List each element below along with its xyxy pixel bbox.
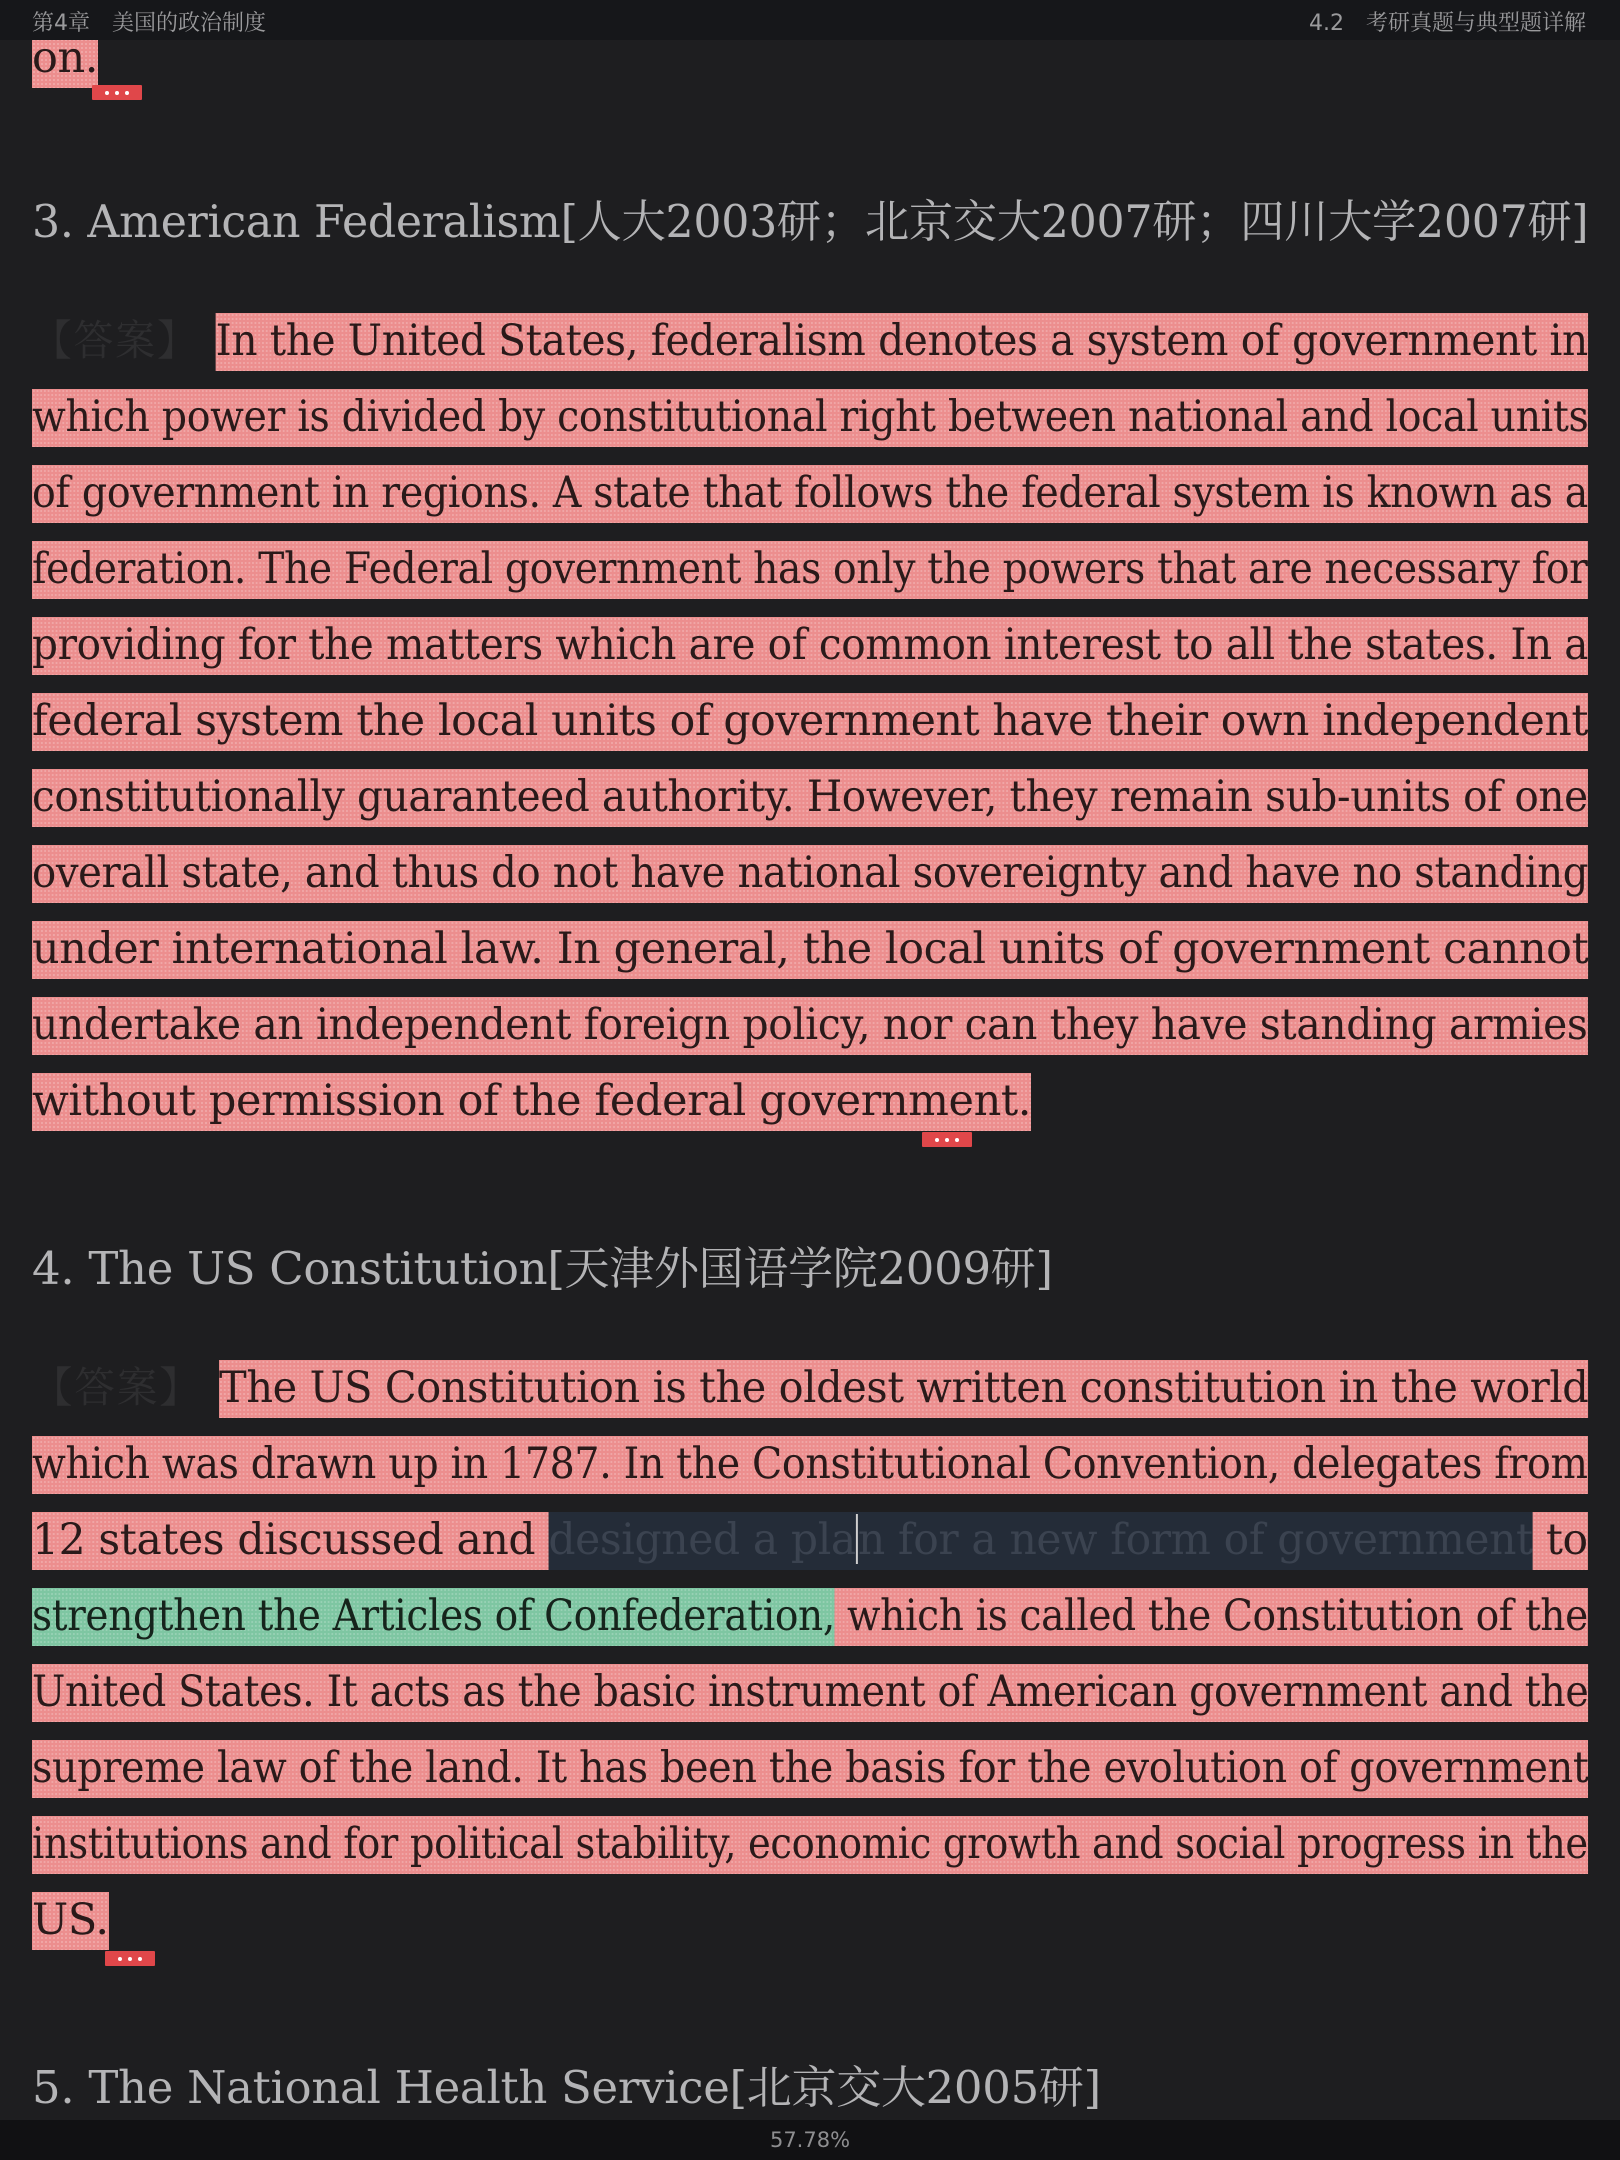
reading-progress [0,2120,1620,2160]
question-title: 5. The National Health Service[北京交大2005研] [32,2061,1101,2114]
text-line[interactable] [32,1358,1588,1418]
highlight-red[interactable]: without permission of the federal government. [32,1073,1031,1131]
text-line[interactable] [32,1814,1588,1874]
selected-text: designed a pla [548,1515,856,1565]
text-line[interactable] [32,919,1588,979]
highlight-green[interactable]: strengthen the Articles of Confederation, [32,1588,835,1646]
highlight-red[interactable]: constitutionally guaranteed authority. However, they remain sub-units of one [32,769,1588,827]
text-line[interactable] [32,767,1588,827]
note-more-icon[interactable] [922,1132,972,1147]
text-line[interactable] [32,40,98,88]
text-line[interactable] [32,387,1588,447]
highlight-red[interactable]: on. [32,40,98,88]
text-selection[interactable] [548,1512,1532,1570]
highlight-red[interactable]: of government in regions. A state that follows the federal system is known as a [32,465,1588,523]
highlight-red[interactable]: supreme law of the land. It has been the basis for the evolution of government [32,1740,1588,1798]
section-title: 4.2 考研真题与典型题详解 [1309,11,1586,36]
highlight-red[interactable]: to [1533,1512,1588,1570]
answer-tag: 【答案】 [32,316,199,365]
chapter-title: 第4章 美国的政治制度 [32,11,266,36]
text-line[interactable] [32,311,1588,371]
text-line[interactable] [32,1510,1588,1570]
text-line[interactable] [32,1071,1031,1131]
highlight-red[interactable]: which was drawn up in 1787. In the Constitutional Convention, delegates from [32,1436,1588,1494]
highlight-red[interactable]: overall state, and thus do not have national sovereignty and have no standing [32,845,1588,903]
text-line[interactable] [32,1738,1588,1798]
highlight-red[interactable]: institutions and for political stability, economic growth and social progress in the [32,1816,1588,1874]
text-line[interactable] [32,1586,1588,1646]
question-title: 3. American Federalism[人大2003研；北京交大2007研；四川大学2007研] [32,195,1589,248]
highlight-red[interactable]: which is called the Constitution of the [835,1588,1588,1646]
highlight-red[interactable]: which power is divided by constitutional right between national and local units [32,389,1588,447]
text-line[interactable] [32,691,1588,751]
question-title: 4. The US Constitution[天津外国语学院2009研] [32,1242,1053,1295]
note-more-icon[interactable] [105,1951,155,1966]
highlight-red[interactable]: federation. The Federal government has only the powers that are necessary for [32,541,1588,599]
highlight-red[interactable]: providing for the matters which are of common interest to all the states. In a [32,617,1588,675]
text-line[interactable] [32,995,1588,1055]
text-line[interactable] [32,463,1588,523]
highlight-red[interactable]: In the United States, federalism denotes a system of government in [216,313,1588,371]
text-line[interactable] [32,615,1588,675]
reader-header [0,0,1620,40]
text-line[interactable] [32,1890,109,1950]
text-line[interactable] [32,539,1588,599]
book-page[interactable] [32,40,1592,2120]
highlight-red[interactable]: The US Constitution is the oldest written constitution in the world [219,1360,1588,1418]
progress-percent: 57.78% [769,2128,851,2152]
note-more-icon[interactable] [92,85,142,100]
highlight-red[interactable]: United States. It acts as the basic instrument of American government and the [32,1664,1588,1722]
highlight-red[interactable]: 12 states discussed and [32,1512,548,1570]
highlight-red[interactable]: federal system the local units of government have their own independent [32,693,1588,751]
highlight-red[interactable]: undertake an independent foreign policy, nor can they have standing armies [32,997,1588,1055]
text-line[interactable] [32,1434,1588,1494]
selected-text: n for a new form of government [857,1515,1533,1565]
highlight-red[interactable]: under international law. In general, the local units of government cannot [32,921,1588,979]
highlight-red[interactable]: US. [32,1892,109,1950]
answer-tag: 【答案】 [32,1363,202,1412]
text-line[interactable] [32,1662,1588,1722]
text-line[interactable] [32,843,1588,903]
